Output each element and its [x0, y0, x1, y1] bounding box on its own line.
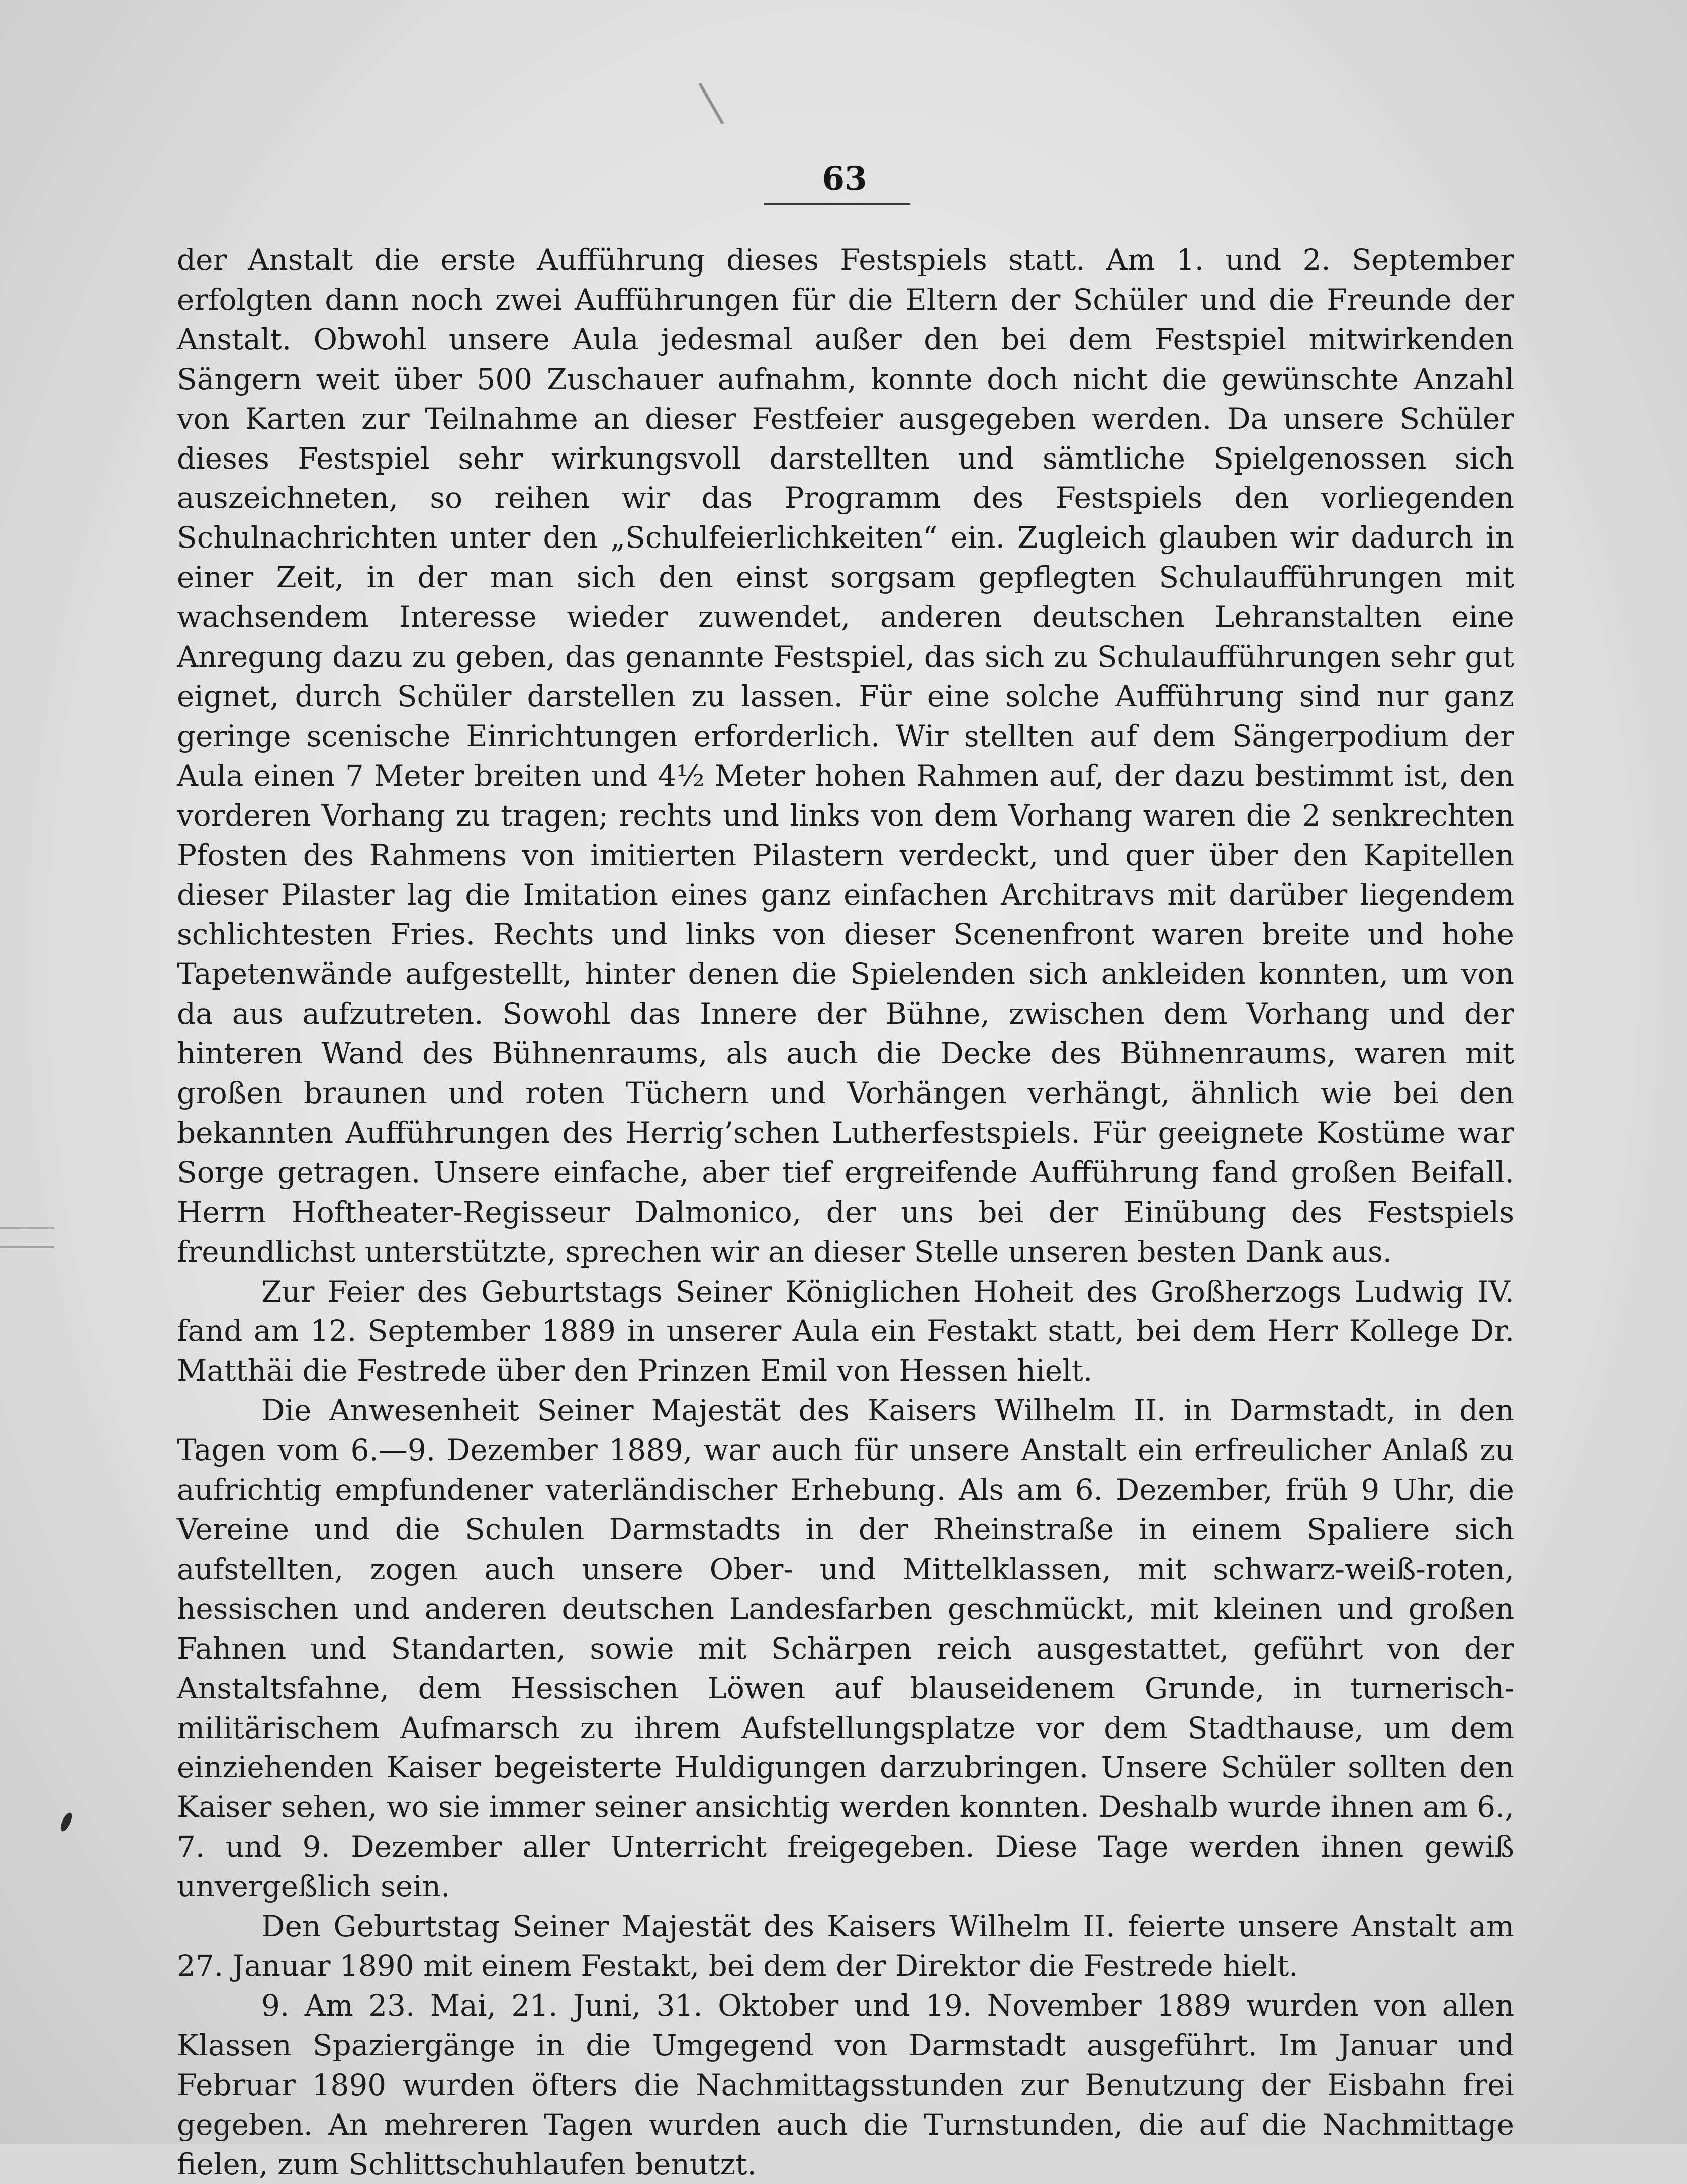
- paragraph-grand-duke-birthday: Zur Feier des Geburtstags Seiner Königlichen Hoheit des Großherzogs Ludwig IV. fand am 12. September 1889 in unserer Aula ein Festakt statt, bei dem Herr Kollege Dr. Matthäi die Festrede über den Prinzen Emil von Hessen hielt.: [177, 1274, 1514, 1388]
- page-number-rule: [764, 203, 910, 205]
- paragraph-kaiser-visit: Die Anwesenheit Seiner Majestät des Kaisers Wilhelm II. in Darmstadt, in den Tagen vom 6.—9. Dezember 1889, war auch für unsere Anstalt ein erfreulicher Anlaß zu aufrichtig empfundener vaterländischer Erhebung. Als am 6. Dezember, früh 9 Uhr, die Vereine und die Schulen Darmstadts in der Rheinstraße in einem Spaliere sich aufstellten, zogen auch unsere Ober- und Mittelklassen, mit schwarz-weiß-roten, hessischen und anderen deutschen Landesfarben geschmückt, mit kleinen und großen Fahnen und Standarten, sowie mit Schärpen reich ausgestattet, geführt von der Anstaltsfahne, dem Hessischen Löwen auf blauseidenem Grunde, in turnerisch-militärischem Aufmarsch zu ihrem Aufstellungsplatze vor dem Stadthause, um dem einziehenden Kaiser begeisterte Huldigungen darzubringen. Unsere Schüler sollten den Kaiser sehen, wo sie immer seiner ansichtig werden konnten. Deshalb wurde ihnen am 6., 7. und 9. Dezember aller Unterricht freigegeben. Diese Tage werden ihnen gewiß unvergeßlich sein.: [177, 1393, 1514, 1904]
- ink-spot: [58, 1811, 74, 1833]
- page-number: 63: [822, 160, 867, 198]
- paragraph-kaiser-birthday: Den Geburtstag Seiner Majestät des Kaisers Wilhelm II. feierte unsere Anstalt am 27. Januar 1890 mit einem Festakt, bei dem der Direktor die Festrede hielt.: [177, 1909, 1514, 1983]
- paragraph-festival-performance: der Anstalt die erste Aufführung dieses Festspiels statt. Am 1. und 2. September erfolgten dann noch zwei Aufführungen für die Eltern der Schüler und die Freunde der Anstalt. Obwohl unsere Aula jedesmal außer den bei dem Festspiel mitwirkenden Sängern weit über 500 Zuschauer aufnahm, konnte doch nicht die gewünschte Anzahl von Karten zur Teilnahme an dieser Festfeier ausgegeben werden. Da unsere Schüler dieses Festspiel sehr wirkungsvoll darstellten und sämtliche Spielgenossen sich auszeichneten, so reihen wir das Programm des Festspiels den vorliegenden Schulnachrichten unter den „Schulfeierlichkeiten“ ein. Zugleich glauben wir dadurch in einer Zeit, in der man sich den einst sorgsam gepflegten Schulaufführungen mit wachsendem Interesse wieder zuwendet, anderen deutschen Lehranstalten eine Anregung dazu zu geben, das genannte Festspiel, das sich zu Schulaufführungen sehr gut eignet, durch Schüler darstellen zu lassen. Für eine solche Aufführung sind nur ganz geringe scenische Einrichtungen erforderlich. Wir stellten auf dem Sängerpodium der Aula einen 7 Meter breiten und 4½ Meter hohen Rahmen auf, der dazu bestimmt ist, den vorderen Vorhang zu tragen; rechts und links von dem Vorhang waren die 2 senkrechten Pfosten des Rahmens von imitierten Pilastern verdeckt, und quer über den Kapitellen dieser Pilaster lag die Imitation eines ganz einfachen Architravs mit darüber liegendem schlichtesten Fries. Rechts und links von dieser Scenenfront waren breite und hohe Tapetenwände aufgestellt, hinter denen die Spielenden sich ankleiden konnten, um von da aus aufzutreten. Sowohl das Innere der Bühne, zwischen dem Vorhang und der hinteren Wand des Bühnenraums, als auch die Decke des Bühnenraums, waren mit großen braunen und roten Tüchern und Vorhängen verhängt, ähnlich wie bei den bekannten Aufführungen des Herrig’schen Lutherfestspiels. Für geeignete Kostüme war Sorge getragen. Unsere einfache, aber tief ergreifende Aufführung fand großen Beifall. Herrn Hoftheater-Regisseur Dalmonico, der uns bei der Einübung des Festspiels freundlichst unterstützte, sprechen wir an dieser Stelle unseren besten Dank aus.: [177, 243, 1514, 1269]
- paragraph-excursions: 9. Am 23. Mai, 21. Juni, 31. Oktober und 19. November 1889 wurden von allen Klassen Spaziergänge in die Umgegend von Darmstadt ausgeführt. Im Januar und Februar 1890 wurden öfters die Nachmittagsstunden zur Benutzung der Eisbahn frei gegeben. An mehreren Tagen wurden auch die Turnstunden, die auf die Nachmittage fielen, zum Schlittschuhlaufen benutzt.: [177, 1988, 1514, 2181]
- paper-scratch: [698, 83, 724, 125]
- body-text: [177, 240, 1514, 2184]
- binding-fold-mark: [0, 1227, 54, 1248]
